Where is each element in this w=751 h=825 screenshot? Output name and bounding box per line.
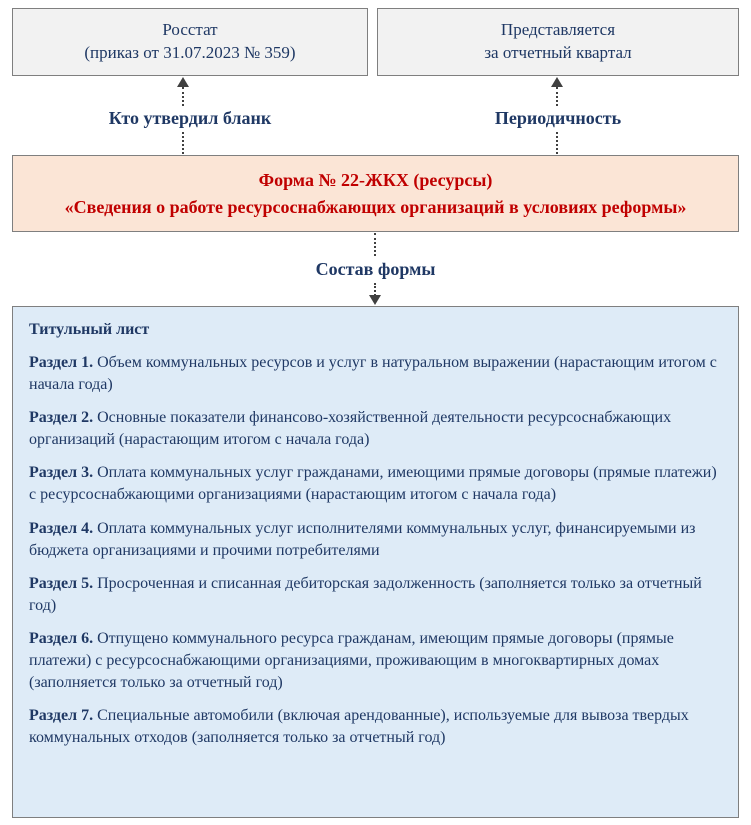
title-sheet-label: Титульный лист [29,321,150,338]
section-1-text: Объем коммунальных ресурсов и услуг в натуральном выражении (нарастающим итогом с начала года) [29,354,717,394]
rosstat-line2: (приказ от 31.07.2023 № 359) [84,43,296,62]
periodicity-line2: за отчетный квартал [484,43,632,62]
label-who-approved: Кто утвердил бланк [108,108,272,128]
section-5-text: Просроченная и списанная дебиторская задолженность (заполняется только за отчетный год) [29,574,702,614]
section-6 [29,628,722,694]
section-2-prefix: Раздел 2. [29,409,94,427]
arrow-up-left-icon [177,77,189,87]
content-title [29,319,149,341]
form-contents-box [12,306,739,818]
label-periodicity: Периодичность [494,108,622,128]
section-3-prefix: Раздел 3. [29,464,94,482]
section-6-prefix: Раздел 6. [29,629,94,647]
section-1 [29,352,722,396]
section-7 [29,705,722,749]
section-3 [29,462,722,506]
periodicity-line1: Представляется [500,20,616,40]
section-4-text: Оплата коммунальных услуг исполнителями коммунальных услуг, финансируемыми из бюджета организациями и прочими потребителями [29,519,696,559]
form-title-line2: «Сведения о работе ресурсоснабжающих организаций в условиях реформы» [64,196,687,217]
connector-left-upper [182,87,184,106]
connector-right-upper [556,87,558,106]
arrow-down-icon [369,295,381,305]
section-2 [29,407,722,451]
rosstat-line1: Росстат [162,20,218,40]
form-title-box [12,155,739,232]
connector-right-lower [556,132,558,154]
section-3-text: Оплата коммунальных услуг гражданами, имеющими прямые договоры (прямые платежи) с ресурсоснабжающими организациями (нарастающим итогом с начала года) [29,464,717,504]
rosstat-box [12,8,368,76]
label-composition: Состав формы [315,259,436,279]
connector-mid-upper [374,233,376,256]
section-2-text: Основные показатели финансово-хозяйственной деятельности ресурсоснабжающих организаций (нарастающим итогом с начала года) [29,409,672,449]
section-4-prefix: Раздел 4. [29,519,94,537]
section-4 [29,518,722,562]
section-6-text: Отпущено коммунального ресурса гражданам, имеющим прямые договоры (прямые платежи) с ресурсоснабжающими организациями, проживающим в многоквартирных домах (заполняется только за отчетный год) [29,629,674,692]
form-title-line1: Форма № 22-ЖКХ (ресурсы) [258,170,493,191]
section-5 [29,573,722,617]
section-5-prefix: Раздел 5. [29,574,94,592]
section-7-text: Специальные автомобили (включая арендованные), используемые для вывоза твердых коммунальных отходов (заполняется только за отчетный год) [29,707,689,747]
section-7-prefix: Раздел 7. [29,707,94,725]
arrow-up-right-icon [551,77,563,87]
connector-left-lower [182,132,184,154]
section-1-prefix: Раздел 1. [29,354,94,372]
periodicity-box [377,8,739,76]
